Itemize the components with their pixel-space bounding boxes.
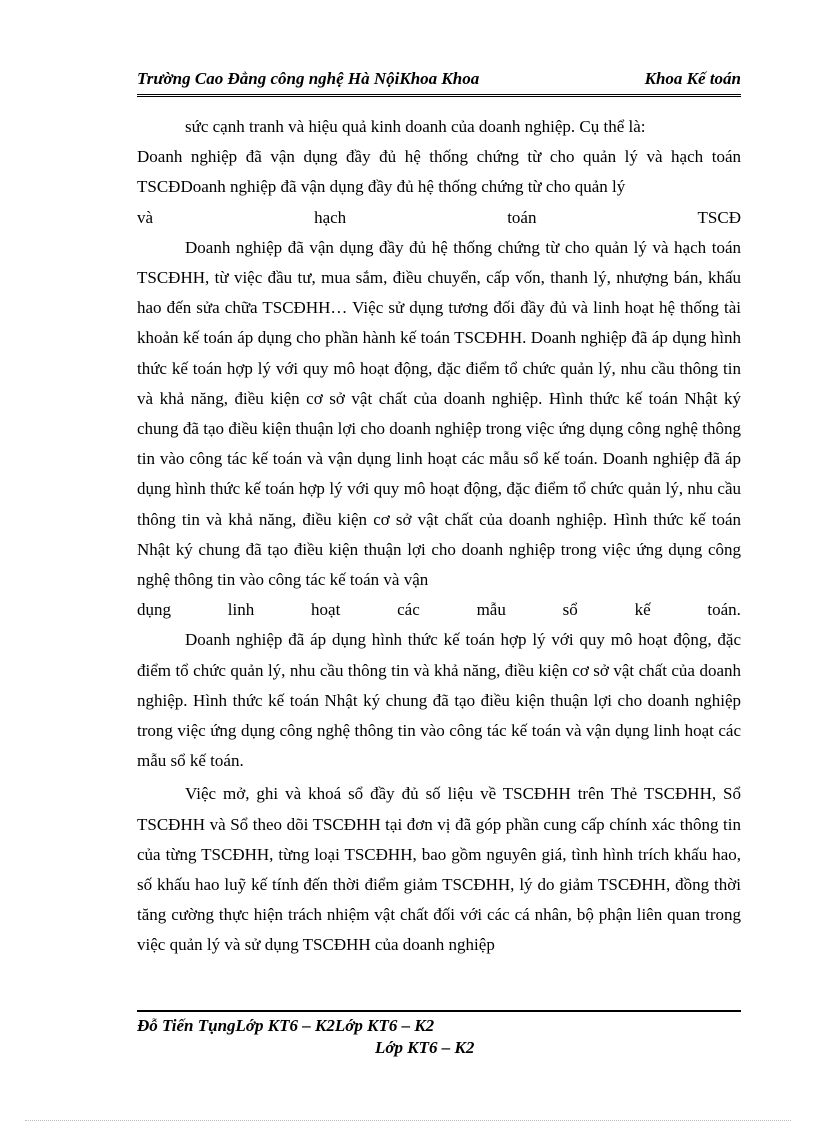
paragraph-3: Doanh nghiệp đã áp dụng hình thức kế toán hợp lý với quy mô hoạt động, đặc điểm tổ chức quản lý, nhu cầu thông tin và khả năng, điều kiện cơ sở vật chất của doanh nghiệp. Hình thức kế toán Nhật ký chung đã tạo điều kiện thuận lợi cho doanh nghiệp trong việc ứng dụng công nghệ thông tin vào công tác kế toán và vận dụng linh hoạt các mẫu sổ kế toán. — [137, 630, 741, 771]
word: toán — [507, 207, 537, 227]
footer-author-class: Đỗ Tiến TụngLớp KT6 – K2Lớp KT6 – K2 — [137, 1016, 435, 1035]
word: sổ — [562, 600, 578, 620]
paragraph-1-first-line: sức cạnh tranh và hiệu quả kinh doanh của doanh nghiệp. Cụ thể là: — [185, 117, 646, 136]
word: hoạt — [311, 600, 341, 620]
word: dụng — [137, 600, 171, 620]
paragraph-4: Việc mở, ghi và khoá sổ đầy đủ số liệu về TSCĐHH trên Thẻ TSCĐHH, Sổ TSCĐHH và Sổ theo dõi TSCĐHH tại đơn vị đã góp phần cung cấp chính xác thông tin của từng TSCĐHH, từng loại TSCĐHH, bao gồm nguyên giá, tình hình trích khấu hao, số khấu hao luỹ kế tính đến thời điểm giảm TSCĐHH, lý do giảm TSCĐHH, đồng thời tăng cường thực hiện trách nhiệm vật chất đối với các cá nhân, bộ phận liên quan trong việc quản lý và sử dụng TSCĐHH của doanh nghiệp — [137, 784, 741, 955]
paragraph-2: Doanh nghiệp đã vận dụng đầy đủ hệ thống chứng từ cho quản lý và hạch toán TSCĐHH, từ việc đầu tư, mua sắm, điều chuyển, cấp vốn, thanh lý, nhượng bán, khấu hao đến sửa chữa TSCĐHH… Việc sử dụng tương đối đầy đủ và linh hoạt hệ thống tài khoản kế toán áp dụng cho phần hành kế toán TSCĐHH. Doanh nghiệp đã áp dụng hình thức kế toán hợp lý với quy mô hoạt động, đặc điểm tổ chức quản lý, nhu cầu thông tin và khả năng, điều kiện cơ sở vật chất của doanh nghiệp. Hình thức kế toán Nhật ký chung đã tạo điều kiện thuận lợi cho doanh nghiệp trong việc ứng dụng công nghệ thông tin vào công tác kế toán và vận dụng linh hoạt các mẫu sổ kế toán. Doanh nghiệp đã áp dụng hình thức kế toán hợp lý với quy mô hoạt động, đặc điểm tổ chức quản lý, nhu cầu thông tin và khả năng, điều kiện cơ sở vật chất của doanh nghiệp. Hình thức kế toán Nhật ký chung đã tạo điều kiện thuận lợi cho doanh nghiệp trong việc ứng dụng công nghệ thông tin vào công tác kế toán và vận — [137, 237, 741, 590]
paragraph-1-last-line — [137, 203, 741, 233]
word: TSCĐ — [697, 207, 741, 227]
word: và — [137, 207, 154, 227]
paragraph-1-body: Doanh nghiệp đã vận dụng đầy đủ hệ thống chứng từ cho quản lý và hạch toán TSCĐDoanh nghiệp đã vận dụng đầy đủ hệ thống chứng từ cho quản lý — [137, 147, 741, 197]
page-header — [137, 64, 741, 97]
header-school-name: Trường Cao Đẳng công nghệ Hà NộiKhoa Khoa — [137, 69, 480, 88]
word: mẫu — [476, 600, 506, 620]
word: linh — [227, 600, 255, 620]
header-department: Khoa Kế toán — [644, 69, 741, 88]
paragraph-2-last-line — [137, 595, 741, 625]
page-footer — [137, 1010, 741, 1057]
word: các — [397, 600, 420, 620]
word: kế — [634, 600, 651, 620]
page-edge-divider — [25, 1120, 791, 1121]
word: hạch — [314, 207, 347, 227]
footer-class: Lớp KT6 – K2 — [375, 1038, 475, 1057]
word: toán. — [707, 600, 741, 620]
document-body — [137, 112, 741, 961]
